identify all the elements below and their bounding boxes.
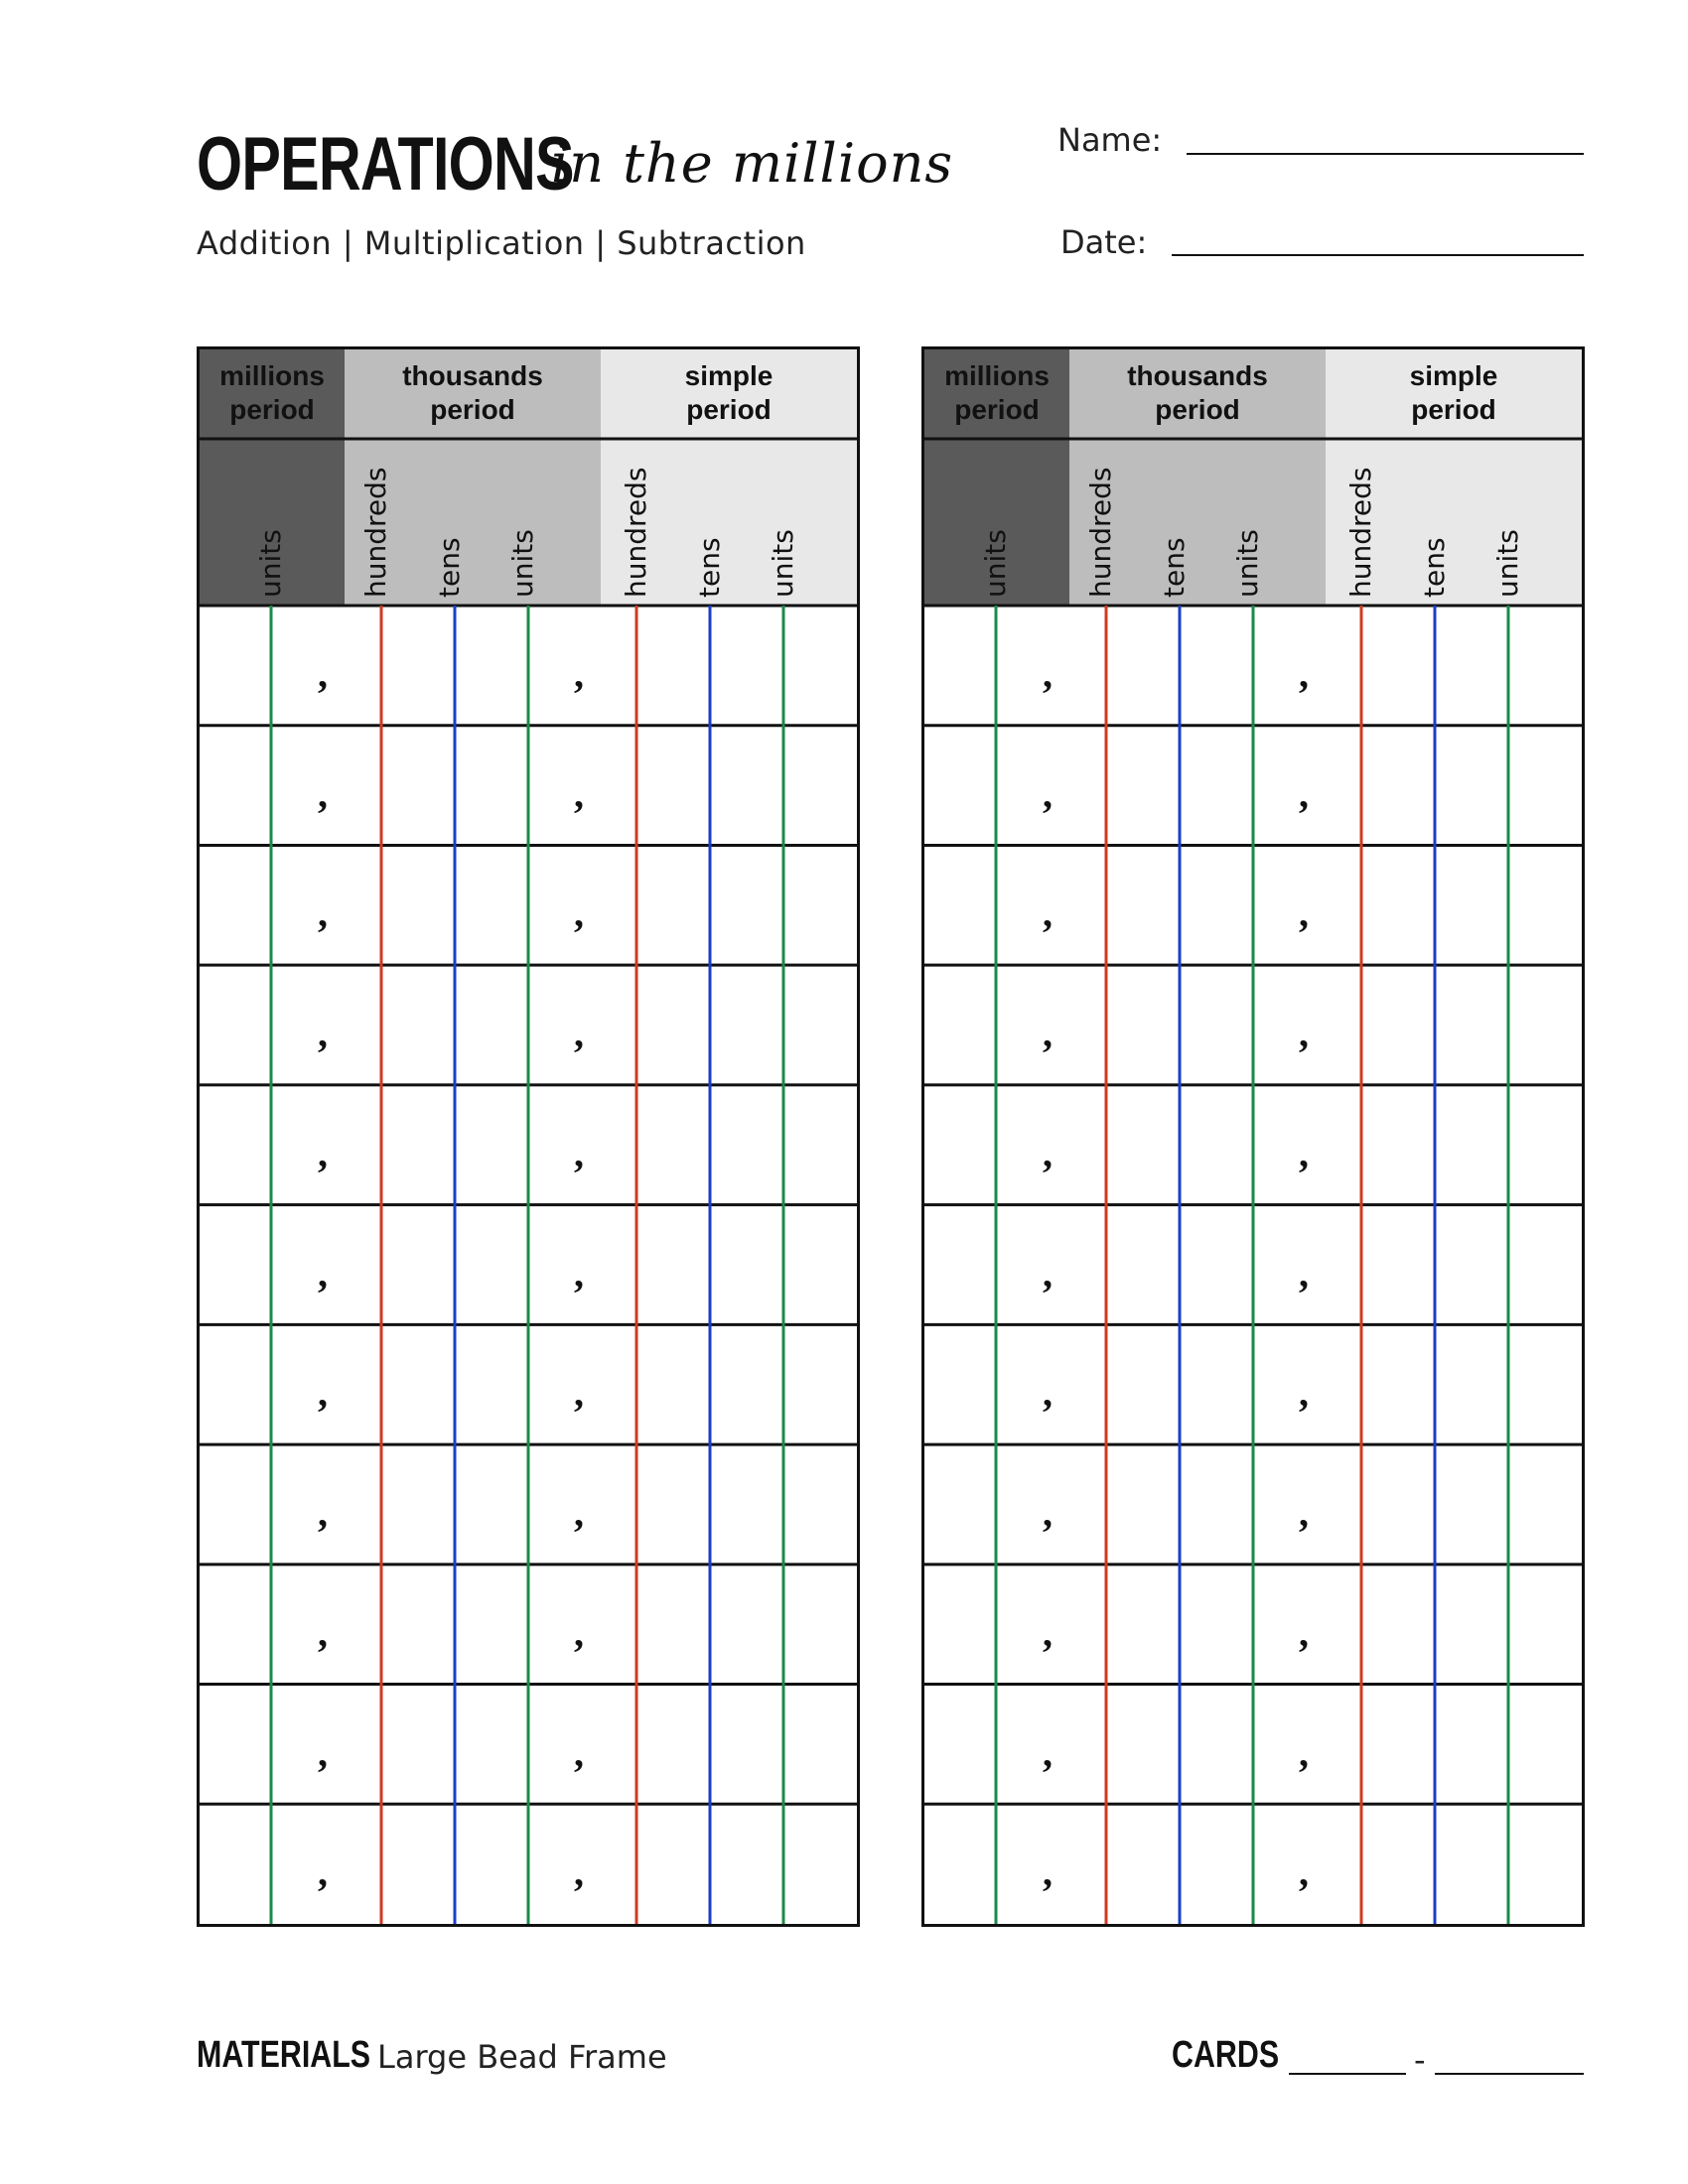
operations-subtitle: Addition | Multiplication | Subtraction (197, 224, 806, 262)
name-field[interactable] (1187, 153, 1584, 155)
page-title: OPERATIONS (197, 122, 574, 206)
column-label-tens: tens (1158, 537, 1191, 598)
column-label-units: units (254, 529, 287, 598)
comma-separator: , (574, 1849, 584, 1895)
comma-separator: , (318, 1130, 328, 1175)
column-label-hundreds: hundreds (620, 467, 652, 598)
comma-separator: , (1299, 1729, 1309, 1775)
comma-separator: , (318, 1011, 328, 1056)
comma-separator: , (1043, 1370, 1053, 1416)
comma-separator: , (574, 890, 584, 936)
place-value-grid-right (921, 346, 1585, 1927)
comma-separator: , (574, 1011, 584, 1056)
period-label: simple period (684, 360, 774, 425)
column-label-hundreds: hundreds (1084, 467, 1117, 598)
materials-value: Large Bead Frame (377, 2038, 667, 2076)
comma-separator: , (1043, 1250, 1053, 1296)
comma-separator: , (574, 1130, 584, 1175)
comma-separator: , (1299, 890, 1309, 936)
comma-separator: , (318, 1729, 328, 1775)
comma-separator: , (1043, 770, 1053, 816)
comma-separator: , (574, 1729, 584, 1775)
comma-separator: , (1043, 890, 1053, 936)
comma-separator: , (1299, 770, 1309, 816)
period-label: millions period (944, 360, 1050, 425)
comma-separator: , (318, 1490, 328, 1536)
comma-separator: , (1299, 1250, 1309, 1296)
comma-separator: , (1299, 1490, 1309, 1536)
comma-separator: , (574, 1250, 584, 1296)
column-label-units: units (1491, 529, 1524, 598)
comma-separator: , (574, 651, 584, 696)
period-label: thousands period (402, 360, 543, 425)
column-label-hundreds: hundreds (359, 467, 392, 598)
column-label-hundreds: hundreds (1344, 467, 1377, 598)
column-label-tens: tens (1418, 537, 1451, 598)
comma-separator: , (1299, 1849, 1309, 1895)
comma-separator: , (1043, 1729, 1053, 1775)
comma-separator: , (1043, 1011, 1053, 1056)
period-label: simple period (1409, 360, 1498, 425)
comma-separator: , (318, 1370, 328, 1416)
comma-separator: , (1043, 1130, 1053, 1175)
cards-label: CARDS (1172, 2034, 1280, 2076)
date-field[interactable] (1172, 254, 1584, 256)
column-label-tens: tens (433, 537, 466, 598)
cards-end-field[interactable] (1435, 2073, 1584, 2075)
comma-separator: , (574, 1490, 584, 1536)
comma-separator: , (1043, 1849, 1053, 1895)
column-label-units: units (506, 529, 539, 598)
comma-separator: , (318, 890, 328, 936)
comma-separator: , (1043, 1609, 1053, 1655)
comma-separator: , (1299, 1370, 1309, 1416)
comma-separator: , (1043, 651, 1053, 696)
cards-start-field[interactable] (1289, 2073, 1406, 2075)
comma-separator: , (318, 1609, 328, 1655)
comma-separator: , (318, 1250, 328, 1296)
comma-separator: , (574, 1609, 584, 1655)
comma-separator: , (1043, 1490, 1053, 1536)
page-title-script: in the millions (551, 132, 954, 195)
column-label-units: units (767, 529, 799, 598)
column-label-units: units (979, 529, 1012, 598)
comma-separator: , (318, 770, 328, 816)
period-label: millions period (219, 360, 325, 425)
comma-separator: , (1299, 1130, 1309, 1175)
date-label: Date: (1060, 223, 1148, 261)
materials-label: MATERIALS (197, 2034, 371, 2076)
comma-separator: , (1299, 651, 1309, 696)
cards-separator: - (1414, 2041, 1426, 2079)
name-label: Name: (1057, 121, 1163, 159)
comma-separator: , (1299, 1609, 1309, 1655)
column-label-tens: tens (693, 537, 726, 598)
period-label: thousands period (1127, 360, 1268, 425)
column-label-units: units (1231, 529, 1264, 598)
comma-separator: , (574, 1370, 584, 1416)
comma-separator: , (318, 651, 328, 696)
place-value-grid-left (197, 346, 860, 1927)
comma-separator: , (318, 1849, 328, 1895)
comma-separator: , (574, 770, 584, 816)
comma-separator: , (1299, 1011, 1309, 1056)
